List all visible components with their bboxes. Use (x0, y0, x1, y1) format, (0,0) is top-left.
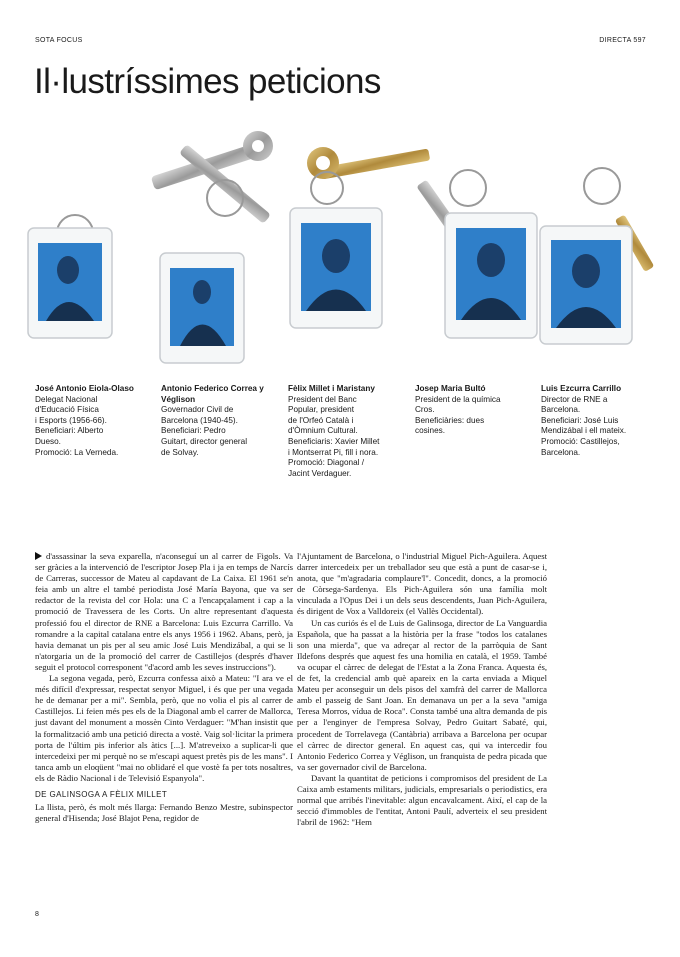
caption-bulto (415, 384, 530, 437)
caption-millet (288, 384, 403, 479)
ring-4 (450, 170, 486, 206)
caption-correa (161, 384, 276, 458)
caption-desc: Director de RNE a Barcelona. Beneficiari: José Luis Mendizábal i ell mateix. Promoció: Castillejos, Barcelona. (541, 394, 627, 457)
caption-ezcurra (541, 384, 656, 458)
key-silver-1 (151, 131, 273, 190)
caption-name: Antonio Federico Correa y Véglison (161, 384, 264, 404)
caption-eiola-olaso (35, 384, 150, 458)
ring-5 (584, 168, 620, 204)
caption-desc: President del Banc Popular, president de l'Orfeó Català i d'Òmnium Cultural. Beneficiaris: Xavier Millet i Montserrat Pi, fill i nora. Promoció: Diagonal / Jacint Verdaguer. (288, 394, 380, 478)
keychain-photo (20, 118, 670, 380)
paragraph: La segona vegada, però, Ezcurra confessa això a Mateu: "I ara ve el més difícil d'expressar, respectat senyor Miguel, i és que per una vegada he de demanar per a mi". Sembla, però, que no volia el pis al carrer de Castillejos. Li feien més pes els de la Diagonal amb el carrer de Mallorca, just davant del monument a mossèn Cinto Verdaguer: "M'han insistit que la formalització amb una petició directa a vostè. Vaig sol·licitar la primera porta de l'últim pis inferior als àtics [...]. M'atreveixo a suplicar-li que intercedeixi per mi perquè no se m'escapi aquest pretès pis de les mans". I tanca amb un eloqüent "mai no oblidaré el que vostè fa per tots nosaltres, els de Ràdio Nacional i de Televisió Espanyola". (35, 673, 293, 783)
caption-name: José Antonio Eiola-Olaso (35, 384, 134, 393)
caption-name: Luis Ezcurra Carrillo (541, 384, 622, 393)
article-column-1 (35, 551, 293, 824)
caption-desc: Delegat Nacional d'Educació Física i Esports (1956-66). Beneficiari: Alberto Dueso. Promoció: La Verneda. (35, 394, 119, 457)
key-brass-1 (307, 147, 430, 179)
paragraph: Un cas curiós és el de Luis de Galinsoga, director de La Vanguardia Española, que ha passat a la història per la frase "todos los catalanes son una mierda", que va adreçar al rector de la parròquia de Sant Ildefons després que aquest fes una homilia en català, el 1959. També va ocupar el càrrec de delegat de l'Estat a la Zona Franca. Aquesta és, de fet, la credencial amb què apareix en la carta enviada a Miquel Mateu per aconseguir un dels pisos del xamfrà del carrer de Mallorca amb el passeig de Sant Joan. En demanava un per a la seva "amiga Teresa Morros, vídua de Roca". Consta també una altra demanda de pis per a l'enginyer de l'empresa Solvay, Pedro Guitart Sabaté, qui, procedent de Torrelavega (Cantàbria) arribava a Barcelona per ocupar el càrrec de director general. En aquest cas, qui va intercedir fou Antonio Federico Correa y Véglison, un franquista de pedra picada que va ser governador civil de Barcelona. (297, 617, 547, 772)
paragraph: Davant la quantitat de peticions i compromisos del president de La Caixa amb estaments militars, judicials, empresarials o periodistics, era normal que arribés l'inevitable: algun encavalcament. Així, el cap de la secció d'immobles de l'entitat, Antoni Paulí, adverteix el seu president l'abril de 1962: "Hem (297, 772, 547, 828)
caption-name: Josep Maria Bultó (415, 384, 486, 393)
page-title: Il·lustríssimes peticions (34, 62, 381, 101)
issue-label: DIRECTA 597 (599, 37, 646, 44)
keychain-frame-4 (445, 213, 537, 338)
caption-desc: President de la química Cros. Beneficiàries: dues cosines. (415, 394, 501, 436)
keychain-frame-3 (290, 208, 382, 328)
paragraph: d'assassinar la seva exparella, n'aconseguí un al carrer de Figols. Va ser gràcies a la intervenció de l'escriptor Josep Pla i ja en temps de Narcís de Carreras, successor de Mateu al capdavant de La Caixa. El 1961 se'n feia amb un altre el també periodista José María Bayona, que va ser redactor de la revista del cor Hola: una C a l'encapçalament i cap a la promoció de Travessera de les Corts. Un altre representant d'aquesta professió fou el director de RNE a Barcelona: Luis Ezcurra Carrillo. Va romandre a la capital catalana entre els anys 1956 i 1962. Abans, però, ja havia demanat un pis per al seu amic José Luis Mendizábal, a qui se li n'atorgaria un de la promoció del carrer de Castillejos (després d'haver seguit el protocol corresponent "d'acord amb les seves instruccions"). (35, 551, 293, 672)
page-number: 8 (35, 911, 39, 918)
paragraph: La llista, però, és molt més llarga: Fernando Benzo Mestre, subinspector general d'Hisenda; José Blajot Pena, regidor de (35, 802, 293, 824)
keychain-frame-5 (540, 226, 632, 344)
keychain-frame-2 (160, 253, 244, 363)
subheading: DE GALINSOGA A FÈLIX MILLET (35, 789, 168, 799)
article-column-2 (297, 551, 547, 828)
continuation-arrow-icon (35, 552, 42, 560)
paragraph: l'Ajuntament de Barcelona, o l'industrial Miguel Pich-Aguilera. Aquest darrer intercedeix per un treballador seu que està a punt de casar-se i, anota, que "m'agradaria complaure'l". Concedit, doncs, a la promoció de Còrsega-Sardenya. Els Pich-Aguilera són una família molt vinculada a l'Opus Dei i un dels seus descendents, Juan Pich-Aguilera, és dirigent de Vox a Valldoreix (el Vallès Occidental). (297, 551, 547, 617)
keychain-frame-1 (28, 228, 112, 338)
section-label: SOTA FOCUS (35, 37, 83, 44)
caption-name: Fèlix Millet i Maristany (288, 384, 375, 393)
caption-desc: Governador Civil de Barcelona (1940-45). Beneficiari: Pedro Guitart, director general de Solvay. (161, 405, 248, 457)
